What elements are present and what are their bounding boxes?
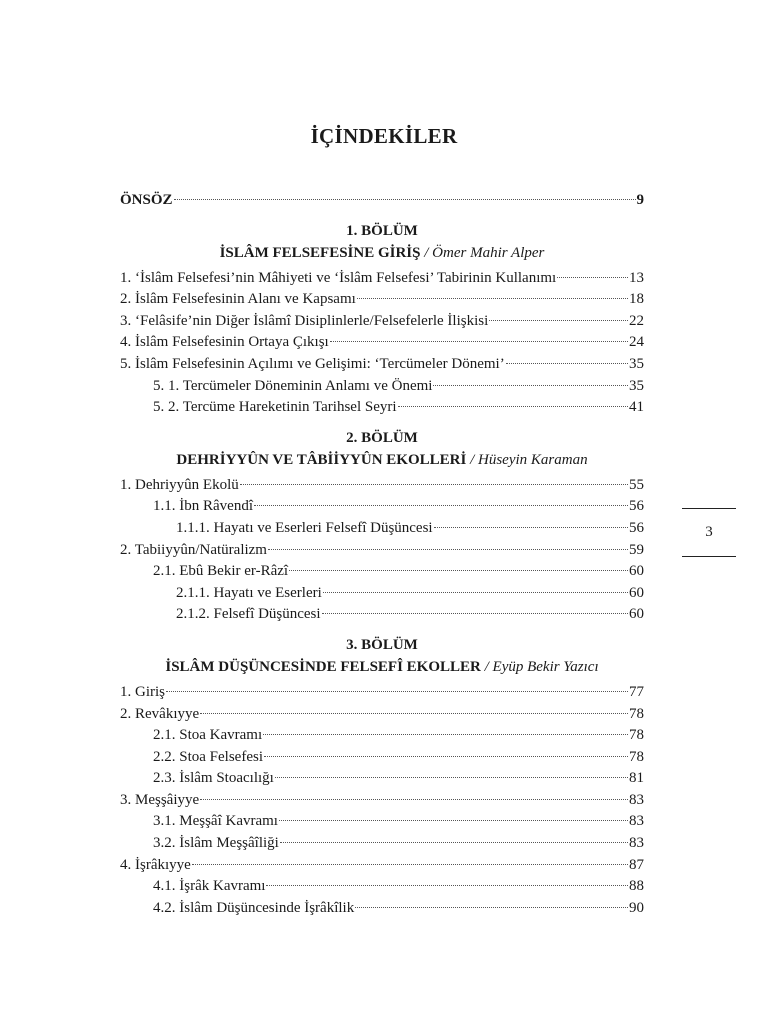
toc-entry-label: 1. Dehriyyûn Ekolü bbox=[120, 476, 239, 493]
toc-entry-label: 1.1. İbn Râvendî bbox=[153, 498, 253, 515]
toc-entry-label: 2.3. İslâm Stoacılığı bbox=[153, 770, 274, 787]
toc-entry-page: 24 bbox=[629, 334, 644, 351]
chapter-section bbox=[120, 220, 644, 419]
toc-entry[interactable] bbox=[120, 289, 644, 311]
dot-leader bbox=[434, 527, 628, 528]
toc-entry-label: 5. 2. Tercüme Hareketinin Tarihsel Seyri bbox=[153, 399, 397, 416]
toc-entry-page: 60 bbox=[629, 606, 644, 623]
toc-entry-label: 2.1.2. Felsefî Düşüncesi bbox=[176, 606, 321, 623]
dot-leader bbox=[557, 277, 628, 278]
dot-leader bbox=[433, 385, 628, 386]
toc-entry-label: 2.1. Stoa Kavramı bbox=[153, 727, 263, 744]
toc-entry-label: 3. ‘Felâsife’nin Diğer İslâmî Disiplinlerle/Felsefelerle İlişkisi bbox=[120, 312, 489, 329]
toc-entry[interactable] bbox=[120, 682, 644, 704]
toc-entry[interactable] bbox=[120, 604, 644, 626]
dot-leader bbox=[489, 320, 628, 321]
toc-entry[interactable] bbox=[120, 475, 644, 497]
toc-entry[interactable] bbox=[120, 397, 644, 419]
toc-entry[interactable] bbox=[120, 768, 644, 790]
toc-entry-label: 4.2. İslâm Düşüncesinde İşrâkîlik bbox=[153, 899, 355, 916]
dot-leader bbox=[166, 691, 628, 692]
chapter-author: / Eyüp Bekir Yazıcı bbox=[484, 658, 599, 675]
dot-leader bbox=[506, 363, 628, 364]
chapter-section bbox=[120, 634, 644, 920]
toc-entry-page: 83 bbox=[629, 813, 644, 830]
page-number-rule-bottom bbox=[682, 556, 736, 557]
toc-entry-label: 4.1. İşrâk Kavramı bbox=[153, 878, 266, 895]
toc-entry-page: 77 bbox=[629, 683, 644, 700]
toc-entry-page: 56 bbox=[629, 498, 644, 515]
toc-entry-page: 60 bbox=[629, 584, 644, 601]
toc-entry-page: 59 bbox=[629, 541, 644, 558]
toc-entry[interactable] bbox=[120, 747, 644, 769]
toc-entry-label: 1. Giriş bbox=[120, 683, 165, 700]
chapter-title: DEHRİYYÛN VE TÂBİİYYÛN EKOLLERİ bbox=[176, 451, 467, 468]
toc-entry-label: 5. İslâm Felsefesinin Açılımı ve Gelişimi: ‘Tercümeler Dönemi’ bbox=[120, 355, 505, 372]
toc-entry-label: 2. Tabiiyyûn/Natüralizm bbox=[120, 541, 267, 558]
chapter-number: 2. BÖLÜM bbox=[346, 429, 418, 446]
chapter-heading bbox=[120, 656, 644, 678]
dot-leader bbox=[266, 885, 628, 886]
toc-entry[interactable] bbox=[120, 376, 644, 398]
chapter-number: 1. BÖLÜM bbox=[346, 222, 418, 239]
dot-leader bbox=[268, 549, 628, 550]
toc-entry-label: ÖNSÖZ bbox=[120, 192, 173, 208]
chapter-heading bbox=[120, 242, 644, 264]
toc-entry[interactable] bbox=[120, 518, 644, 540]
dot-leader bbox=[322, 613, 628, 614]
dot-leader bbox=[398, 406, 628, 407]
dot-leader bbox=[263, 734, 628, 735]
toc-entry-page: 9 bbox=[636, 192, 644, 208]
chapter-author: / Hüseyin Karaman bbox=[470, 451, 588, 468]
toc-entry-label: 1. ‘İslâm Felsefesi’nin Mâhiyeti ve ‘İslâm Felsefesi’ Tabirinin Kullanımı bbox=[120, 269, 557, 286]
dot-leader bbox=[200, 713, 628, 714]
toc-entry-page: 56 bbox=[629, 519, 644, 536]
toc-entry-page: 78 bbox=[629, 727, 644, 744]
toc-entry-page: 78 bbox=[629, 748, 644, 765]
toc-entry-label: 2.2. Stoa Felsefesi bbox=[153, 748, 263, 765]
toc-entry[interactable] bbox=[120, 704, 644, 726]
toc-entry-label: 4. İslâm Felsefesinin Ortaya Çıkışı bbox=[120, 334, 329, 351]
toc-entry-page: 18 bbox=[629, 291, 644, 308]
toc-entry-page: 88 bbox=[629, 878, 644, 895]
toc-entry-label: 2.1.1. Hayatı ve Eserleri bbox=[176, 584, 322, 601]
toc-entry-page: 90 bbox=[629, 899, 644, 916]
toc-entry-page: 78 bbox=[629, 705, 644, 722]
toc-entry[interactable] bbox=[120, 898, 644, 920]
dot-leader bbox=[275, 777, 628, 778]
dot-leader bbox=[240, 484, 628, 485]
dot-leader bbox=[355, 907, 628, 908]
toc-entry-page: 60 bbox=[629, 563, 644, 580]
toc-entry-page: 35 bbox=[629, 377, 644, 394]
table-of-contents bbox=[120, 190, 644, 919]
chapter-number: 3. BÖLÜM bbox=[346, 636, 418, 653]
toc-entry[interactable] bbox=[120, 496, 644, 518]
chapter-author: / Ömer Mahir Alper bbox=[424, 244, 545, 261]
page-title: İÇİNDEKİLER bbox=[310, 124, 458, 148]
chapter-section bbox=[120, 427, 644, 626]
toc-entry-page: 22 bbox=[629, 312, 644, 329]
dot-leader bbox=[192, 864, 628, 865]
dot-leader bbox=[264, 756, 628, 757]
toc-entry[interactable] bbox=[120, 855, 644, 877]
toc-entry-page: 81 bbox=[629, 770, 644, 787]
toc-entry-page: 35 bbox=[629, 355, 644, 372]
chapter-title: İSLÂM FELSEFESİNE GİRİŞ bbox=[219, 244, 421, 261]
dot-leader bbox=[254, 505, 628, 506]
dot-leader bbox=[357, 298, 628, 299]
dot-leader bbox=[200, 799, 628, 800]
toc-entry-page: 13 bbox=[629, 269, 644, 286]
toc-entry-page: 87 bbox=[629, 856, 644, 873]
toc-entry-label: 2. Revâkıyye bbox=[120, 705, 200, 722]
dot-leader bbox=[280, 842, 628, 843]
toc-entry-page: 83 bbox=[629, 791, 644, 808]
toc-entry[interactable] bbox=[120, 354, 644, 376]
toc-entry[interactable] bbox=[120, 561, 644, 583]
toc-entry-onsoz[interactable] bbox=[120, 190, 644, 212]
toc-entry[interactable] bbox=[120, 876, 644, 898]
toc-entry-label: 3.2. İslâm Meşşâîliği bbox=[153, 835, 279, 852]
chapters-container bbox=[120, 220, 644, 920]
toc-entry-page: 83 bbox=[629, 835, 644, 852]
toc-entry[interactable] bbox=[120, 725, 644, 747]
toc-entry[interactable] bbox=[120, 790, 644, 812]
page-number: 3 bbox=[705, 524, 713, 540]
toc-entry-page: 55 bbox=[629, 476, 644, 493]
dot-leader bbox=[330, 341, 628, 342]
dot-leader bbox=[174, 199, 636, 200]
page-number-marker bbox=[682, 508, 736, 557]
dot-leader bbox=[279, 820, 628, 821]
toc-entry-label: 1.1.1. Hayatı ve Eserleri Felsefî Düşüncesi bbox=[176, 519, 433, 536]
dot-leader bbox=[323, 592, 628, 593]
toc-entry[interactable] bbox=[120, 332, 644, 354]
chapter-title: İSLÂM DÜŞÜNCESİNDE FELSEFÎ EKOLLER bbox=[165, 658, 481, 675]
dot-leader bbox=[289, 570, 628, 571]
toc-entry-label: 4. İşrâkıyye bbox=[120, 856, 191, 873]
toc-entry[interactable] bbox=[120, 583, 644, 605]
toc-entry[interactable] bbox=[120, 811, 644, 833]
toc-entry-label: 2. İslâm Felsefesinin Alanı ve Kapsamı bbox=[120, 291, 356, 308]
toc-entry[interactable] bbox=[120, 833, 644, 855]
toc-entry-label: 3. Meşşâiyye bbox=[120, 791, 200, 808]
toc-entry-label: 5. 1. Tercümeler Döneminin Anlamı ve Önemi bbox=[153, 377, 433, 394]
toc-entry-label: 2.1. Ebû Bekir er-Râzî bbox=[153, 563, 289, 580]
chapter-heading bbox=[120, 449, 644, 471]
toc-entry-label: 3.1. Meşşâî Kavramı bbox=[153, 813, 278, 830]
toc-entry-page: 41 bbox=[629, 399, 644, 416]
toc-entry[interactable] bbox=[120, 268, 644, 290]
toc-entry[interactable] bbox=[120, 540, 644, 562]
toc-entry[interactable] bbox=[120, 311, 644, 333]
